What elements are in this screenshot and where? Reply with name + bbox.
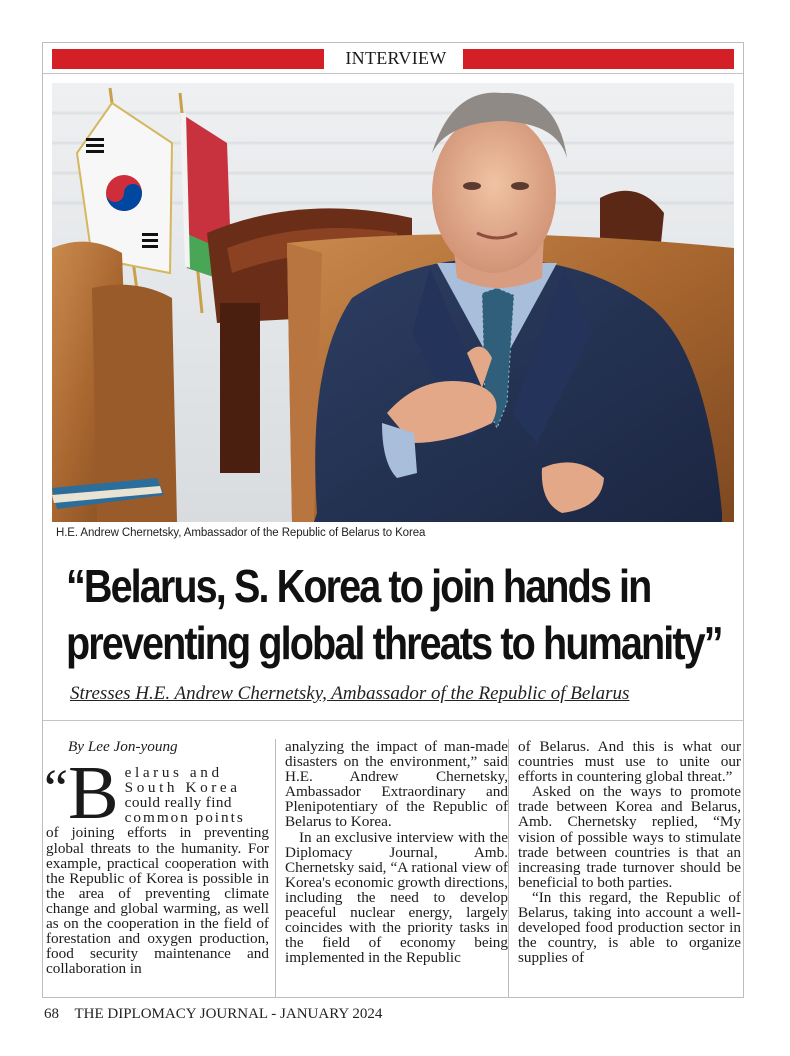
column-3-paragraph-3: “In this regard, the Republic of Belarus, taking into account a well-developed food production sector in the country, is able to organize supplies of <box>518 888 741 967</box>
headline <box>66 558 722 672</box>
publication-line: THE DIPLOMACY JOURNAL - JANUARY 2024 <box>74 1006 383 1022</box>
column-1-body: of joining efforts in preventing global threats to the humanity. For example, practical cooperation with the Republic of Korea is possible in the area of preventing climate change and global warming, as well as on the cooperation in the field of forestation and oxygen production, food security maintenance and collaboration in <box>46 824 269 978</box>
section-bar-right <box>463 49 734 69</box>
lead-line-3: could really find <box>124 794 232 812</box>
byline: By Lee Jon-young <box>68 738 178 755</box>
subhead-divider <box>43 720 743 721</box>
subheadline: Stresses H.E. Andrew Chernetsky, Ambassador of the Republic of Belarus <box>70 683 630 704</box>
ambassador-photo <box>52 83 734 522</box>
drop-cap: B <box>67 751 119 836</box>
page-footer <box>44 1006 382 1023</box>
column-3-paragraph-2: Asked on the ways to promote trade between Korea and Belarus, Amb. Chernetsky replied, “My vision of possible ways to stimulate trade between countries is that an increasing trade turnover should be beneficial to both parties. <box>518 783 741 891</box>
lead-line-1: elarus and <box>124 764 223 782</box>
column-rule-1 <box>275 739 276 997</box>
lead-paragraph <box>44 751 269 978</box>
column-2-paragraph-1: analyzing the impact of man-made disasters on the environment,” said H.E. Andrew Chernetsky, Ambassador Extraordinary and Plenipotentiary of the Republic of Belarus to Korea. <box>285 738 508 831</box>
headline-line-1: “Belarus, S. Korea to join hands in <box>66 560 651 612</box>
lead-line-4: common points <box>124 809 245 827</box>
page-number: 68 <box>44 1006 59 1022</box>
headline-line-2: preventing global threats to humanity” <box>66 617 722 669</box>
photo-caption: H.E. Andrew Chernetsky, Ambassador of the Republic of Belarus to Korea <box>56 527 426 539</box>
article-column-3 <box>518 739 741 965</box>
section-label: INTERVIEW <box>345 48 447 68</box>
header-divider <box>43 73 743 74</box>
column-rule-2 <box>508 739 509 997</box>
column-2-paragraph-2: In an exclusive interview with the Diplomacy Journal, Amb. Chernetsky said, “A rational view of Korea's economic growth directions, including the need to develop peaceful nuclear energy, largely coincides with the priority tasks in the field of economy being implemented in the Republic <box>285 828 508 967</box>
article-column-2 <box>285 739 508 965</box>
column-3-paragraph-1: of Belarus. And this is what our countries must use to unite our efforts in countering global threat.” <box>518 738 741 786</box>
lead-line-2: South Korea <box>124 779 241 797</box>
article-column-1 <box>46 739 269 976</box>
section-bar-left <box>52 49 324 69</box>
opening-quote-mark: “ <box>44 758 68 819</box>
